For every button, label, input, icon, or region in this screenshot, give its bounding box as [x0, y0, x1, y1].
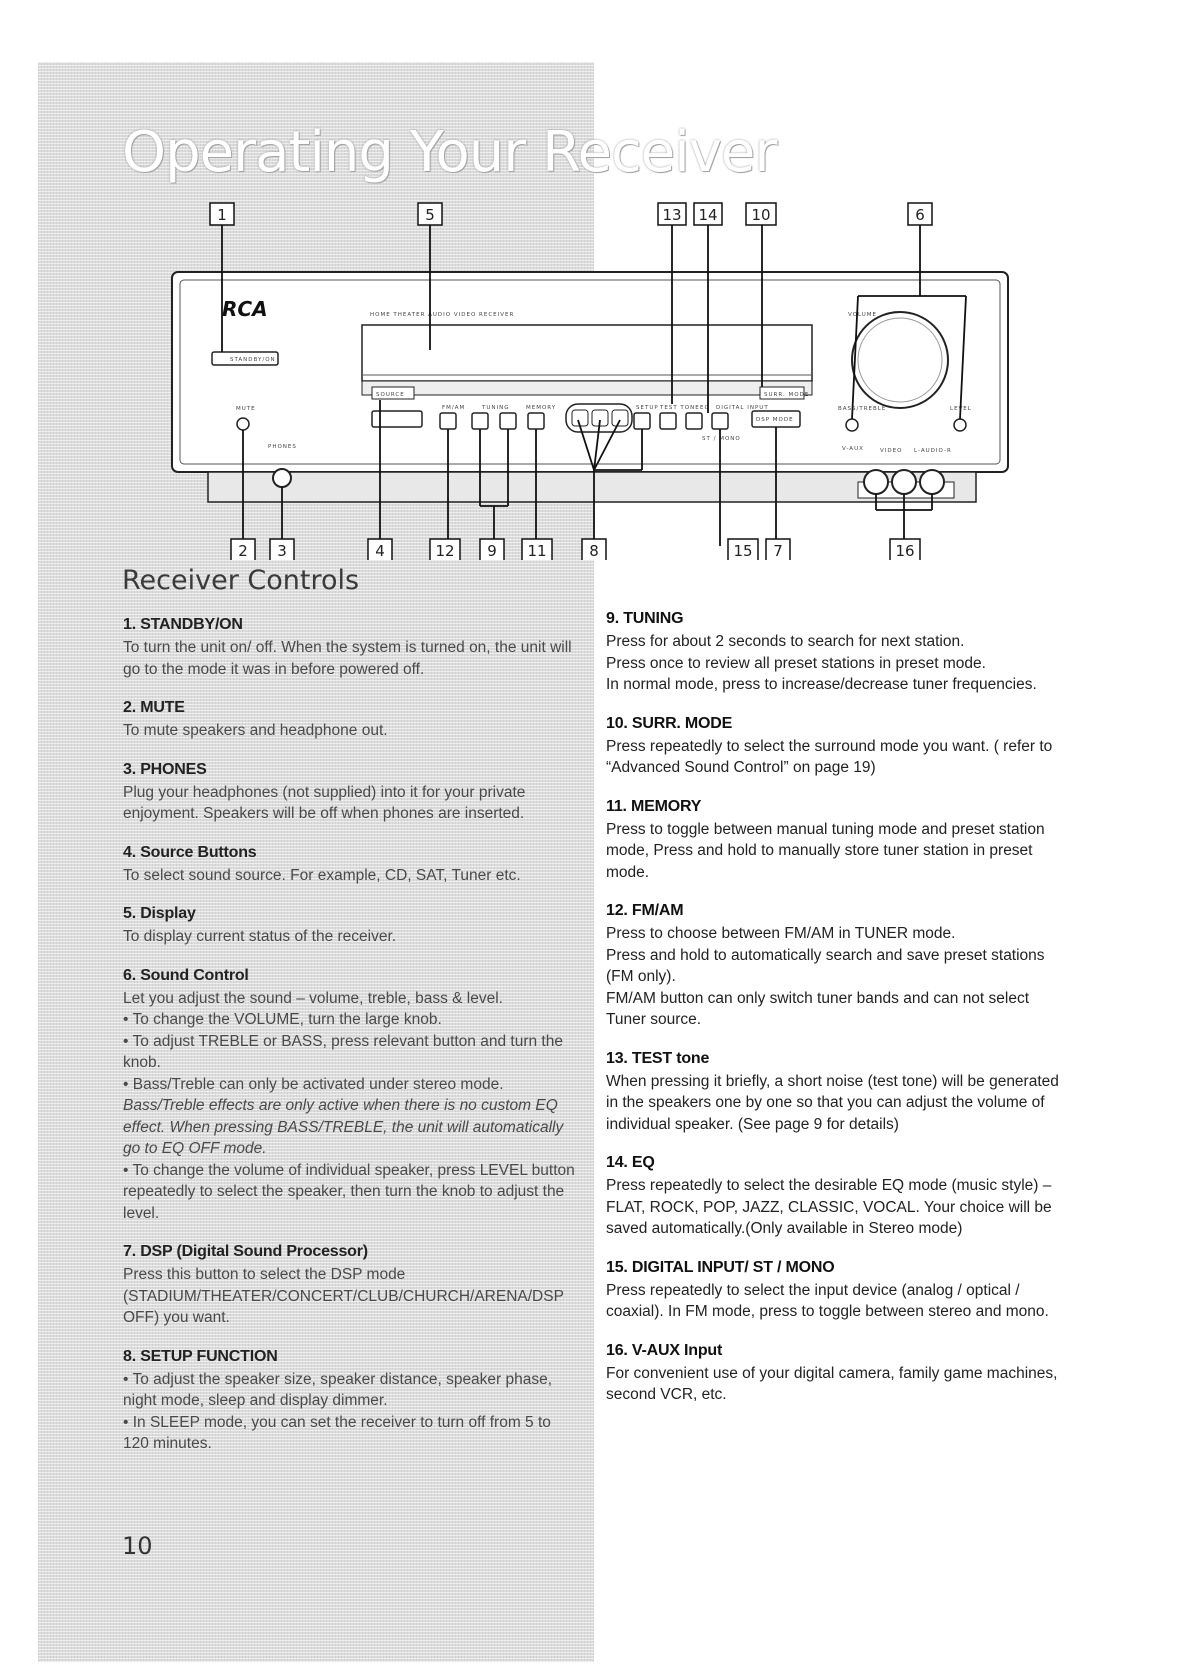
svg-text:12: 12	[435, 542, 455, 560]
control-heading: 16. V-AUX Input	[606, 1341, 723, 1359]
video-label: VIDEO	[880, 448, 903, 454]
svg-text:2: 2	[238, 542, 248, 560]
control-heading: 5. Display	[123, 905, 196, 922]
svg-text:15: 15	[733, 542, 753, 560]
svg-text:8: 8	[589, 542, 599, 560]
control-heading: 11. MEMORY	[606, 797, 702, 815]
source-label: SOURCE	[376, 392, 405, 398]
level-button	[954, 419, 966, 431]
control-item-memory	[606, 798, 1061, 884]
control-item-digital-input	[606, 1259, 1061, 1323]
control-bullet: • To change the VOLUME, turn the large knob.	[123, 1011, 442, 1028]
control-description: Press for about 2 seconds to search for next station.	[606, 633, 965, 650]
page-title: Operating Your Receiver	[122, 120, 777, 185]
fm-am-label: FM/AM	[442, 405, 466, 411]
callout-5	[418, 203, 442, 225]
control-heading: 1. STANDBY/ON	[123, 616, 243, 633]
callout-4	[368, 539, 392, 560]
control-description: In normal mode, press to increase/decrease tuner frequencies.	[606, 676, 1037, 693]
svg-text:4: 4	[375, 542, 385, 560]
setup-button	[634, 413, 650, 429]
svg-text:6: 6	[915, 206, 925, 224]
section-heading: Receiver Controls	[122, 565, 360, 596]
memory-label: MEMORY	[526, 405, 557, 411]
control-description: Press once to review all preset stations in preset mode.	[606, 654, 986, 672]
left-column-controls	[123, 616, 579, 1474]
control-item-standby	[123, 616, 579, 680]
callout-12	[430, 539, 460, 560]
control-bullet: • Bass/Treble can only be activated under stereo mode.	[123, 1075, 504, 1093]
control-item-surr-mode	[606, 715, 1061, 779]
control-heading: 2. MUTE	[123, 699, 185, 716]
eq-button	[686, 413, 702, 429]
svg-text:16: 16	[895, 542, 915, 560]
mute-button	[237, 418, 249, 430]
control-bullet: • To adjust TREBLE or BASS, press relevant button and turn the knob.	[123, 1032, 563, 1071]
test-tone-label: TEST TONE	[660, 405, 700, 411]
control-item-sound-control	[123, 967, 579, 1225]
callout-1	[210, 203, 234, 225]
control-description: Press this button to select the DSP mode (STADIUM/THEATER/CONCERT/CLUB/CHURCH/ARENA/DSP OFF) you want.	[123, 1266, 564, 1326]
control-description: To select sound source. For example, CD, SAT, Tuner etc.	[123, 866, 521, 884]
volume-knob	[852, 312, 948, 408]
callout-7	[766, 539, 790, 560]
control-description: Let you adjust the sound – volume, treble, bass & level.	[123, 989, 503, 1007]
rca-logo: RCA	[222, 297, 268, 321]
control-description: For convenient use of your digital camera, family game machines, second VCR, etc.	[606, 1364, 1058, 1403]
svg-text:9: 9	[487, 542, 497, 560]
setup-label: SETUP	[636, 405, 659, 411]
bass-treble-button	[846, 419, 858, 431]
receiver-diagram	[0, 0, 1180, 560]
svg-text:13: 13	[662, 206, 682, 224]
right-column-controls	[606, 610, 1061, 1425]
dsp-mode-label: DSP MODE	[756, 417, 794, 423]
phones-label: PHONES	[268, 444, 297, 450]
callout-15	[728, 539, 758, 560]
vaux-jacks	[864, 470, 944, 494]
callout-13	[658, 203, 686, 225]
volume-label: VOLUME	[848, 312, 878, 318]
level-label: LEVEL	[950, 406, 972, 412]
svg-text:1: 1	[217, 206, 227, 224]
callout-11	[522, 539, 552, 560]
control-description: When pressing it briefly, a short noise (test tone) will be generated in the speakers one by one so that you can adjust the volume of individual speaker. (See page 9 for details)	[606, 1072, 1059, 1133]
control-heading: 15. DIGITAL INPUT/ ST / MONO	[606, 1258, 835, 1276]
audio-label: L-AUDIO-R	[914, 448, 952, 454]
svg-text:3: 3	[277, 542, 287, 560]
control-item-dsp	[123, 1243, 579, 1329]
control-bullet: • To change the volume of individual speaker, press LEVEL button repeatedly to select the speaker, then turn the knob to adjust the level.	[123, 1161, 575, 1222]
svg-text:5: 5	[425, 206, 435, 224]
fm-am-button	[440, 413, 456, 429]
callout-8	[582, 539, 606, 560]
surr-mode-label: SURR. MODE	[764, 392, 810, 398]
control-heading: 13. TEST tone	[606, 1049, 710, 1067]
phones-jack	[273, 469, 291, 487]
tuning-label: TUNING	[482, 405, 510, 411]
memory-button	[528, 413, 544, 429]
svg-text:14: 14	[698, 206, 718, 224]
control-description: Press repeatedly to select the desirable EQ mode (music style) – FLAT, ROCK, POP, JAZZ, CLASSIC, VOCAL. Your choice will be saved automatically.(Only available in Stereo mode)	[606, 1177, 1052, 1237]
control-note: Bass/Treble effects are only active when there is no custom EQ effect. When pressing BASS/TREBLE, the unit will automatically go to EQ OFF mode.	[123, 1097, 564, 1157]
digital-input-button	[712, 413, 728, 429]
svg-text:10: 10	[751, 206, 771, 224]
control-bullet: • To adjust the speaker size, speaker distance, speaker phase, night mode, sleep and display dimmer.	[123, 1370, 553, 1409]
callout-6	[908, 203, 932, 225]
mute-label: MUTE	[236, 406, 256, 412]
control-description: Press to toggle between manual tuning mode and preset station mode, Press and hold to manually store tuner station in preset mode.	[606, 820, 1045, 881]
control-description: To mute speakers and headphone out.	[123, 722, 388, 739]
control-description: Plug your headphones (not supplied) into it for your private enjoyment. Speakers will be off when phones are inserted.	[123, 783, 526, 822]
control-heading: 3. PHONES	[123, 760, 207, 778]
control-item-display	[123, 905, 579, 948]
control-description: Press repeatedly to select the surround mode you want. ( refer to “Advanced Sound Control” on page 19)	[606, 737, 1053, 776]
control-description: To display current status of the receiver.	[123, 928, 397, 945]
tuning-up-button	[500, 413, 516, 429]
callout-10	[746, 203, 776, 225]
callout-16	[890, 539, 920, 560]
control-heading: 7. DSP (Digital Sound Processor)	[123, 1243, 368, 1260]
control-heading: 14. EQ	[606, 1154, 655, 1171]
control-item-eq	[606, 1154, 1061, 1240]
eq-label: EQ	[700, 405, 710, 411]
svg-text:7: 7	[773, 542, 783, 560]
control-item-fm-am	[606, 902, 1061, 1031]
control-heading: 8. SETUP FUNCTION	[123, 1347, 278, 1365]
control-description: To turn the unit on/ off. When the system is turned on, the unit will go to the mode it was in before powered off.	[123, 639, 572, 678]
callout-2	[231, 539, 255, 560]
device-subtitle: HOME THEATER AUDIO VIDEO RECEIVER	[370, 312, 515, 318]
bass-treble-label: BASS/TREBLE	[838, 406, 887, 412]
vaux-label: V-AUX	[842, 446, 864, 452]
control-item-test-tone	[606, 1050, 1061, 1136]
callout-14	[694, 203, 722, 225]
digital-input-label: DIGITAL INPUT	[716, 405, 769, 411]
control-bullet: • In SLEEP mode, you can set the receiver to turn off from 5 to 120 minutes.	[123, 1413, 551, 1452]
page-number: 10	[122, 1532, 153, 1560]
control-item-vaux-input	[606, 1342, 1061, 1406]
control-description: Press repeatedly to select the input device (analog / optical / coaxial). In FM mode, press to toggle between stereo and mono.	[606, 1281, 1049, 1320]
control-description: Press and hold to automatically search and save preset stations (FM only).	[606, 946, 1045, 985]
control-heading: 9. TUNING	[606, 610, 684, 627]
st-mono-label: ST / MONO	[702, 436, 741, 442]
tuning-down-button	[472, 413, 488, 429]
control-heading: 10. SURR. MODE	[606, 714, 733, 732]
control-heading: 4. Source Buttons	[123, 843, 257, 861]
callout-9	[480, 539, 504, 560]
control-item-phones	[123, 761, 579, 825]
svg-text:11: 11	[527, 542, 547, 560]
test-tone-button	[660, 413, 676, 429]
control-item-tuning	[606, 610, 1061, 696]
callout-3	[270, 539, 294, 560]
control-item-mute	[123, 699, 579, 742]
standby-label: STANDBY/ON	[230, 357, 276, 363]
control-item-setup-function	[123, 1348, 579, 1455]
control-description: Press to choose between FM/AM in TUNER mode.	[606, 925, 956, 942]
control-description: FM/AM button can only switch tuner bands and can not select Tuner source.	[606, 989, 1030, 1028]
control-item-source-buttons	[123, 844, 579, 887]
control-heading: 6. Sound Control	[123, 966, 249, 984]
control-heading: 12. FM/AM	[606, 902, 684, 919]
